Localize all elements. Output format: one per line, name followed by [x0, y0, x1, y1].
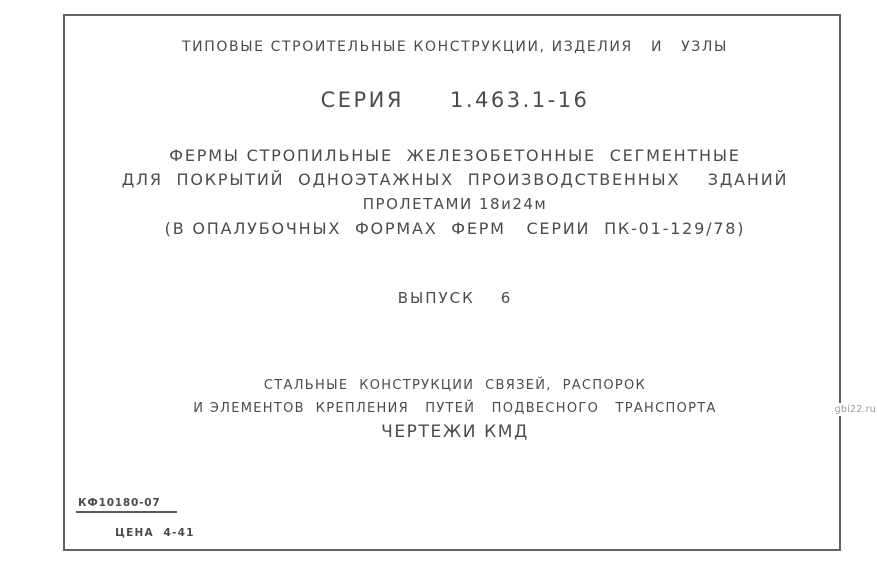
stamp-code: КФ10180-07: [76, 497, 177, 513]
price-label: ЦЕНА: [115, 527, 154, 539]
document-category-header: ТИПОВЫЕ СТРОИТЕЛЬНЫЕ КОНСТРУКЦИИ, ИЗДЕЛИЯ И УЗЛЫ: [182, 39, 728, 55]
series-line: [70, 88, 840, 112]
issue-number: 6: [500, 289, 513, 307]
subtitle-line-2: И ЭЛЕМЕНТОВ КРЕПЛЕНИЯ ПУТЕЙ ПОДВЕСНОГО ТРАНСПОРТА: [193, 401, 717, 416]
subtitle-line-1: СТАЛЬНЫЕ КОНСТРУКЦИИ СВЯЗЕЙ, РАСПОРОК: [263, 378, 647, 393]
price-gap: [154, 527, 164, 539]
issue-label: ВЫПУСК: [397, 289, 475, 307]
price-stamp: [76, 497, 195, 551]
site-watermark: gbi22.ru: [834, 404, 876, 415]
series-label: СЕРИЯ: [320, 88, 404, 112]
title-line-4-formwork-series: (В ОПАЛУБОЧНЫХ ФОРМАХ ФЕРМ СЕРИИ ПК-01-129/78): [164, 219, 746, 238]
series-number: 1.463.1-16: [449, 88, 590, 112]
title-line-2: ДЛЯ ПОКРЫТИЙ ОДНОЭТАЖНЫХ ПРОИЗВОДСТВЕННЫХ ЗДАНИЙ: [121, 170, 789, 189]
issue-line: [70, 289, 840, 307]
price-value: 4-41: [163, 527, 195, 539]
title-line-1: ФЕРМЫ СТРОПИЛЬНЫЕ ЖЕЛЕЗОБЕТОННЫЕ СЕГМЕНТНЫЕ: [169, 146, 741, 165]
drawings-type-label: ЧЕРТЕЖИ КМД: [381, 422, 529, 442]
title-line-3-spans: ПРОЛЕТАМИ 18и24м: [362, 195, 548, 213]
stamp-price-line: [76, 515, 195, 551]
